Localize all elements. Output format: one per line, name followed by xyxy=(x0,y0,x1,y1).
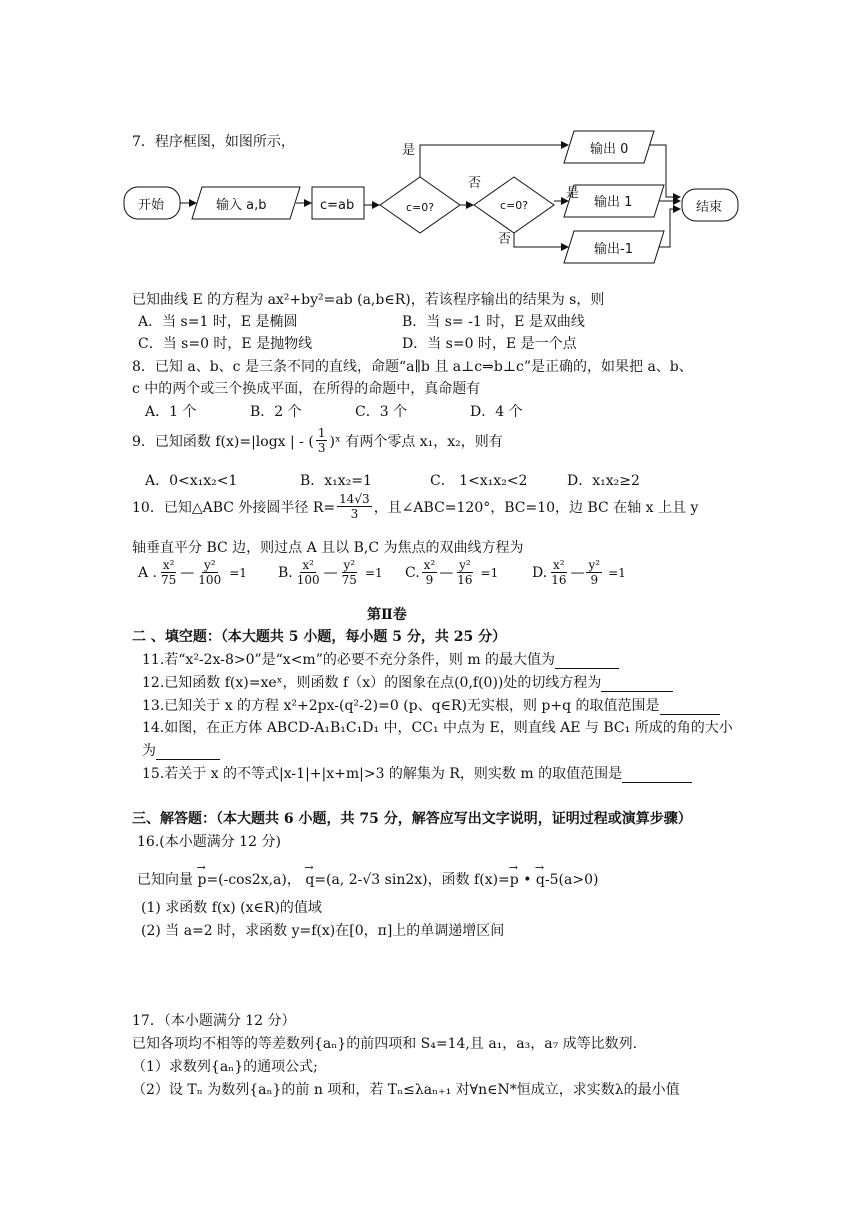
q11 xyxy=(142,649,619,669)
q9-stem xyxy=(132,426,503,455)
q14-line2 xyxy=(142,740,220,760)
q13 xyxy=(142,695,720,715)
q10-c-n1: x² xyxy=(423,558,436,572)
q10-b-label: B. xyxy=(278,564,293,581)
q11-blank xyxy=(555,654,619,669)
q9-option-b: B．x₁x₂=1 xyxy=(300,473,372,489)
q10-c-d2: 16 xyxy=(457,573,473,587)
flow-out0-label: 输出 0 xyxy=(590,142,629,157)
q10-a-d1: 75 xyxy=(161,573,177,587)
section2-title: 二 、填空题：（本大题共 5 小题，每小题 5 分，共 25 分） xyxy=(132,629,507,645)
q13-blank xyxy=(660,700,720,715)
q7-stem: 7．程序框图，如图所示， xyxy=(132,134,295,150)
q10-d-n2: y² xyxy=(588,558,601,572)
q10-option-d xyxy=(532,558,626,587)
q7-option-b: B．当 s= -1 时，E 是双曲线 xyxy=(402,314,585,330)
q16-d: -5(a>0) xyxy=(544,872,599,888)
flow-end-label: 结束 xyxy=(696,200,723,215)
q14-text: 为 xyxy=(142,743,156,759)
q15-blank xyxy=(622,768,692,783)
flow-no-mid: 否 xyxy=(468,176,482,191)
q14-blank xyxy=(156,745,220,760)
q10-line2: 轴垂直平分 BC 边，则过点 A 且以 B,C 为焦点的双曲线方程为 xyxy=(132,540,524,556)
q7-text: 已知曲线 E 的方程为 ax²+by²=ab (a,b∈R)，若该程序输出的结果为 s，则 xyxy=(132,292,605,308)
q9-frac-den: 3 xyxy=(317,441,326,455)
q17-part1: （1）求数列{aₙ}的通项公式; xyxy=(132,1059,318,1075)
q10-d-d1: 16 xyxy=(551,573,567,587)
q10-stem xyxy=(132,492,698,521)
q10-c-eq: =1 xyxy=(480,565,499,580)
flow-no-bottom: 否 xyxy=(498,232,512,247)
q12 xyxy=(142,672,673,692)
q8-line2: c 中的两个或三个换成平面，在所得的命题中，真命题有 xyxy=(132,381,481,397)
q8-option-b: B．2 个 xyxy=(250,404,302,420)
q13-text: 13.已知关于 x 的方程 x²+2px-(q²-2)=0 (p、q∈R)无实根，则 p+q 的取值范围是 xyxy=(142,698,660,714)
q16-head: 16.(本小题满分 12 分) xyxy=(137,834,281,850)
q10-c-n2: y² xyxy=(459,558,471,572)
q7-option-a: A．当 s=1 时，E 是椭圆 xyxy=(138,314,298,330)
q16-b: =(-cos2x,a)， xyxy=(206,872,301,888)
q16-vector-p: → p xyxy=(197,872,206,888)
q16-vector-q2: → q xyxy=(536,872,545,888)
q16-dot: • xyxy=(518,872,536,888)
q10-a-n2: y² xyxy=(203,558,216,572)
q10-b-eq: =1 xyxy=(364,565,383,580)
q7-option-c: C．当 s=0 时，E 是抛物线 xyxy=(138,336,313,352)
q10-b-n1: x² xyxy=(302,558,314,572)
q10-c-label: C. xyxy=(405,564,420,581)
q10-d-minus: — xyxy=(570,564,585,581)
q10-c-minus: — xyxy=(439,564,454,581)
q16-a: 已知向量 xyxy=(137,872,193,888)
q9-stem-post: )ˣ 有两个零点 x₁，x₂，则有 xyxy=(329,433,503,450)
q17-part2: （2）设 Tₙ 为数列{aₙ}的前 n 项和，若 Tₙ≤λaₙ₊₁ 对∀n∈N*恒成立，求实数λ的最小值 xyxy=(132,1082,680,1098)
q15-text: 15.若关于 x 的不等式|x-1|+|x+m|>3 的解集为 R，则实数 m 的取值范围是 xyxy=(142,766,623,782)
q16-vector-q: → q xyxy=(305,872,314,888)
q10-a-label: A . xyxy=(138,564,158,581)
q10-option-c xyxy=(405,558,498,587)
q10-a-minus: — xyxy=(180,564,195,581)
q12-blank xyxy=(601,677,673,692)
flow-cond2-label: c=0? xyxy=(500,199,529,212)
q9-fraction xyxy=(316,426,328,455)
q16-text xyxy=(137,869,598,889)
q10-d-label: D. xyxy=(532,564,548,581)
q10-c-d1: 9 xyxy=(425,573,434,587)
q10-b-n2: y² xyxy=(343,558,356,572)
q10-b-d2: 75 xyxy=(341,573,357,587)
flow-start-label: 开始 xyxy=(138,198,165,213)
flow-assign-label: c=ab xyxy=(320,198,355,213)
flow-out1-label: 输出 1 xyxy=(594,195,633,210)
q10-a-eq: =1 xyxy=(229,565,247,580)
q8-line1: 8．已知 a、b、c 是三条不同的直线，命题“a∥b 且 a⊥c⇒b⊥c”是正确的，如果把 a、b、 xyxy=(132,359,693,375)
q9-option-a: A．0<x₁x₂<1 xyxy=(145,473,238,489)
flow-outm1-label: 输出-1 xyxy=(594,242,633,257)
q10-stem-pre: 10．已知△ABC 外接圆半径 R= xyxy=(132,499,336,516)
q15 xyxy=(142,763,692,783)
q8-option-c: C．3 个 xyxy=(355,404,408,420)
flowchart xyxy=(118,125,758,265)
q11-text: 11.若“x²-2x-8>0”是“x<m”的必要不充分条件，则 m 的最大值为 xyxy=(142,652,556,668)
q17-text: 已知各项均不相等的等差数列{aₙ}的前四项和 S₄=14,且 a₁，a₃，a₇ 成等比数列. xyxy=(132,1036,638,1052)
q9-frac-num: 1 xyxy=(317,426,326,440)
q10-stem-post: ，且∠ABC=120°，BC=10，边 BC 在轴 x 上且 y xyxy=(373,499,699,516)
flow-input-label: 输入 a,b xyxy=(216,198,267,213)
q10-b-minus: — xyxy=(323,564,338,581)
q10-frac-den: 3 xyxy=(350,507,359,521)
q9-option-d: D．x₁x₂≥2 xyxy=(567,473,640,489)
q10-fraction xyxy=(337,492,372,521)
flow-yes-top: 是 xyxy=(402,143,416,158)
q9-stem-pre: 9．已知函数 f(x)=|logx | - ( xyxy=(132,433,314,450)
flow-cond1-label: c=0? xyxy=(406,201,435,214)
q16-part2: (2) 当 a=2 时，求函数 y=f(x)在[0，π]上的单调递增区间 xyxy=(141,923,505,939)
q10-a-n1: x² xyxy=(162,558,175,572)
q10-a-d2: 100 xyxy=(198,573,222,587)
q8-option-d: D．4 个 xyxy=(470,404,523,420)
q14-line1: 14.如图，在正方体 ABCD-A₁B₁C₁D₁ 中，CC₁ 中点为 E，则直线 AE 与 BC₁ 所成的角的大小 xyxy=(142,720,733,736)
q10-d-d2: 9 xyxy=(590,573,599,587)
part2-title: 第Ⅱ卷 xyxy=(367,607,407,623)
q16-part1: (1) 求函数 f(x) (x∈R)的值域 xyxy=(141,900,322,916)
q10-d-n1: x² xyxy=(553,558,565,572)
q16-vector-p2: → p xyxy=(510,872,519,888)
q16-c: =(a, 2-√3 sin2x)，函数 f(x)= xyxy=(314,872,510,888)
q10-b-d1: 100 xyxy=(296,573,320,587)
q9-option-c: C． 1<x₁x₂<2 xyxy=(430,473,528,489)
flow-yes-right: 是 xyxy=(566,186,580,201)
q10-d-eq: =1 xyxy=(608,565,626,580)
q10-frac-num: 14√3 xyxy=(339,492,370,506)
q8-option-a: A．1 个 xyxy=(145,404,197,420)
q10-option-a xyxy=(138,558,247,587)
q10-option-b xyxy=(278,558,383,587)
q7-option-d: D．当 s=0 时，E 是一个点 xyxy=(402,336,577,352)
q17-head: 17．（本小题满分 12 分） xyxy=(132,1013,296,1029)
q12-text: 12.已知函数 f(x)=xeˣ，则函数 f（x）的图象在点(0,f(0))处的切线方程为 xyxy=(142,675,602,691)
section3-title: 三、解答题：（本大题共 6 小题，共 75 分，解答应写出文字说明，证明过程或演算步骤） xyxy=(132,811,692,827)
